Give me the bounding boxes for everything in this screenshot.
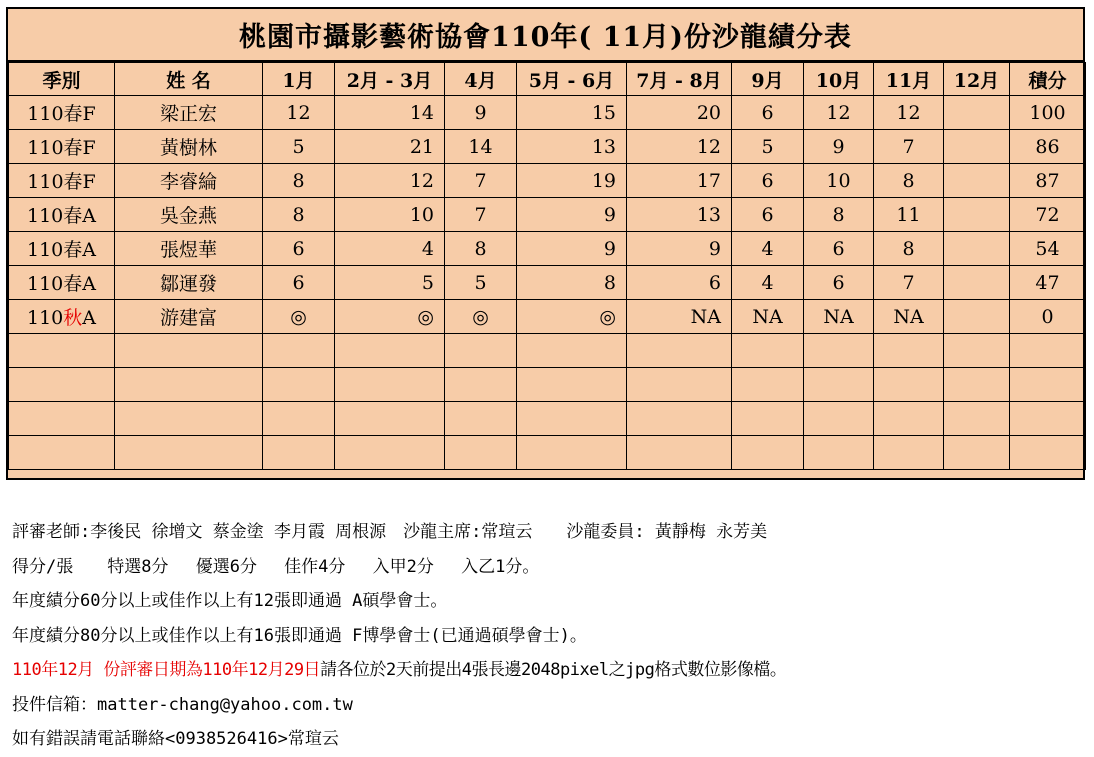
score-m1: 8 <box>263 164 335 198</box>
total-score: 72 <box>1010 198 1086 232</box>
contact-line: 如有錯誤請電話聯絡<0938526416>常瑄云 <box>12 729 339 749</box>
empty-cell <box>263 368 335 402</box>
score-m11: 7 <box>874 266 944 300</box>
deadline-date: 110年12月 份評審日期為110年12月29日 <box>12 660 321 680</box>
empty-cell <box>263 402 335 436</box>
empty-cell <box>517 368 627 402</box>
score-m10: 8 <box>804 198 874 232</box>
score-m2-3: 12 <box>335 164 445 198</box>
email-line: 投件信箱：matter-chang@yahoo.com.tw <box>12 694 353 715</box>
empty-cell <box>445 334 517 368</box>
score-m1: 8 <box>263 198 335 232</box>
member-name: 張煜華 <box>115 232 263 266</box>
total-score: 54 <box>1010 232 1086 266</box>
score-m5-6: 9 <box>517 232 627 266</box>
score-m9: 4 <box>732 232 804 266</box>
score-m1: 6 <box>263 232 335 266</box>
empty-cell <box>263 334 335 368</box>
empty-cell <box>732 368 804 402</box>
score-m4: ◎ <box>445 300 517 334</box>
empty-cell <box>944 402 1010 436</box>
empty-row <box>9 368 1086 402</box>
header-season: 季別 <box>9 63 115 96</box>
table-row <box>9 96 1086 130</box>
empty-cell <box>335 334 445 368</box>
empty-cell <box>874 334 944 368</box>
score-m10: 6 <box>804 266 874 300</box>
header-row <box>9 63 1086 96</box>
season-part: 秋 <box>63 307 83 329</box>
season-cell: 110春F <box>9 130 115 164</box>
header-may-jun: 5月 - 6月 <box>517 63 627 96</box>
header-nov: 11月 <box>874 63 944 96</box>
season-cell: 110春F <box>9 164 115 198</box>
score-m1: 6 <box>263 266 335 300</box>
season-cell <box>9 300 115 334</box>
total-score: 86 <box>1010 130 1086 164</box>
score-m11: 8 <box>874 232 944 266</box>
score-m11: 12 <box>874 96 944 130</box>
empty-cell <box>627 334 732 368</box>
header-dec: 12月 <box>944 63 1010 96</box>
season-cell: 110春A <box>9 266 115 300</box>
score-m12 <box>944 266 1010 300</box>
empty-cell <box>9 368 115 402</box>
score-m9: NA <box>732 300 804 334</box>
empty-cell <box>944 334 1010 368</box>
score-m4: 7 <box>445 198 517 232</box>
score-m4: 14 <box>445 130 517 164</box>
empty-cell <box>517 334 627 368</box>
empty-cell <box>115 402 263 436</box>
empty-cell <box>115 368 263 402</box>
header-total: 積分 <box>1010 63 1086 96</box>
header-jan: 1月 <box>263 63 335 96</box>
score-m2-3: 10 <box>335 198 445 232</box>
member-name: 鄒運發 <box>115 266 263 300</box>
empty-cell <box>804 402 874 436</box>
empty-cell <box>804 368 874 402</box>
header-feb-mar: 2月 - 3月 <box>335 63 445 96</box>
empty-row <box>9 436 1086 470</box>
score-m7-8: 17 <box>627 164 732 198</box>
scoring-line: 得分/張 特選8分 優選6分 佳作4分 入甲2分 入乙1分。 <box>12 556 540 577</box>
table-row <box>9 300 1086 334</box>
score-m10: 12 <box>804 96 874 130</box>
season-part: A <box>82 307 96 329</box>
empty-cell <box>517 436 627 470</box>
score-m11: 11 <box>874 198 944 232</box>
score-m9: 6 <box>732 96 804 130</box>
score-m12 <box>944 232 1010 266</box>
judges-line: 評審老師:李後民 徐增文 蔡金塗 李月霞 周根源 沙龍主席:常瑄云 沙龍委員: 黃靜梅 永芳美 <box>12 522 768 542</box>
score-m12 <box>944 300 1010 334</box>
score-sheet <box>6 7 1085 480</box>
season-part: 110 <box>26 307 64 329</box>
total-score: 87 <box>1010 164 1086 198</box>
notes-section <box>12 515 786 757</box>
score-m5-6: 13 <box>517 130 627 164</box>
empty-cell <box>9 436 115 470</box>
empty-cell <box>874 402 944 436</box>
member-name: 游建富 <box>115 300 263 334</box>
member-name: 梁正宏 <box>115 96 263 130</box>
member-name: 吳金燕 <box>115 198 263 232</box>
rule-f-line: 年度績分80分以上或佳作以上有16張即通過 F博學會士(已通過碩學會士)。 <box>12 625 587 646</box>
empty-cell <box>335 402 445 436</box>
score-m10: NA <box>804 300 874 334</box>
score-m9: 5 <box>732 130 804 164</box>
score-m2-3: 5 <box>335 266 445 300</box>
score-m9: 4 <box>732 266 804 300</box>
empty-cell <box>944 368 1010 402</box>
empty-cell <box>9 334 115 368</box>
score-m12 <box>944 96 1010 130</box>
score-m7-8: 12 <box>627 130 732 164</box>
table-row <box>9 198 1086 232</box>
score-m7-8: 6 <box>627 266 732 300</box>
score-m2-3: ◎ <box>335 300 445 334</box>
empty-row <box>9 334 1086 368</box>
score-m7-8: NA <box>627 300 732 334</box>
total-score: 0 <box>1010 300 1086 334</box>
score-m11: 8 <box>874 164 944 198</box>
score-m4: 8 <box>445 232 517 266</box>
total-score: 47 <box>1010 266 1086 300</box>
score-m2-3: 21 <box>335 130 445 164</box>
table-row <box>9 266 1086 300</box>
header-name: 姓 名 <box>115 63 263 96</box>
table-row <box>9 164 1086 198</box>
score-m7-8: 20 <box>627 96 732 130</box>
score-m1: ◎ <box>263 300 335 334</box>
score-m7-8: 9 <box>627 232 732 266</box>
empty-cell <box>115 334 263 368</box>
empty-cell <box>874 368 944 402</box>
empty-cell <box>445 402 517 436</box>
member-name: 黃樹林 <box>115 130 263 164</box>
empty-cell <box>335 368 445 402</box>
empty-cell <box>1010 402 1086 436</box>
score-m12 <box>944 198 1010 232</box>
score-m10: 6 <box>804 232 874 266</box>
empty-cell <box>627 402 732 436</box>
score-m9: 6 <box>732 198 804 232</box>
score-m12 <box>944 164 1010 198</box>
score-m5-6: ◎ <box>517 300 627 334</box>
score-m9: 6 <box>732 164 804 198</box>
empty-cell <box>445 368 517 402</box>
empty-row <box>9 402 1086 436</box>
score-m5-6: 8 <box>517 266 627 300</box>
score-m5-6: 19 <box>517 164 627 198</box>
header-apr: 4月 <box>445 63 517 96</box>
sheet-title: 桃園市攝影藝術協會110年( 11月)份沙龍績分表 <box>8 9 1083 62</box>
table-row <box>9 232 1086 266</box>
score-m1: 5 <box>263 130 335 164</box>
deadline-line <box>12 653 786 688</box>
score-m10: 10 <box>804 164 874 198</box>
empty-cell <box>944 436 1010 470</box>
empty-cell <box>1010 334 1086 368</box>
empty-cell <box>732 334 804 368</box>
header-sep: 9月 <box>732 63 804 96</box>
score-m7-8: 13 <box>627 198 732 232</box>
score-m5-6: 15 <box>517 96 627 130</box>
empty-cell <box>732 402 804 436</box>
empty-cell <box>335 436 445 470</box>
score-m2-3: 14 <box>335 96 445 130</box>
season-cell: 110春A <box>9 198 115 232</box>
empty-cell <box>732 436 804 470</box>
empty-cell <box>627 436 732 470</box>
rule-a-line: 年度績分60分以上或佳作以上有12張即通過 A碩學會士。 <box>12 591 448 611</box>
score-m4: 5 <box>445 266 517 300</box>
header-oct: 10月 <box>804 63 874 96</box>
score-m4: 9 <box>445 96 517 130</box>
table-row <box>9 130 1086 164</box>
season-cell: 110春A <box>9 232 115 266</box>
empty-cell <box>517 402 627 436</box>
score-m11: 7 <box>874 130 944 164</box>
empty-cell <box>445 436 517 470</box>
empty-cell <box>874 436 944 470</box>
score-m5-6: 9 <box>517 198 627 232</box>
score-m12 <box>944 130 1010 164</box>
score-m11: NA <box>874 300 944 334</box>
score-m1: 12 <box>263 96 335 130</box>
empty-cell <box>804 334 874 368</box>
score-m10: 9 <box>804 130 874 164</box>
header-jul-aug: 7月 - 8月 <box>627 63 732 96</box>
empty-cell <box>263 436 335 470</box>
empty-cell <box>1010 436 1086 470</box>
total-score: 100 <box>1010 96 1086 130</box>
deadline-instructions: 請各位於2天前提出4張長邊2048pixel之jpg格式數位影像檔。 <box>320 660 787 680</box>
empty-cell <box>1010 368 1086 402</box>
member-name: 李睿綸 <box>115 164 263 198</box>
score-table <box>8 62 1086 470</box>
empty-cell <box>9 402 115 436</box>
score-m2-3: 4 <box>335 232 445 266</box>
empty-cell <box>804 436 874 470</box>
empty-cell <box>115 436 263 470</box>
score-m4: 7 <box>445 164 517 198</box>
empty-cell <box>627 368 732 402</box>
season-cell: 110春F <box>9 96 115 130</box>
